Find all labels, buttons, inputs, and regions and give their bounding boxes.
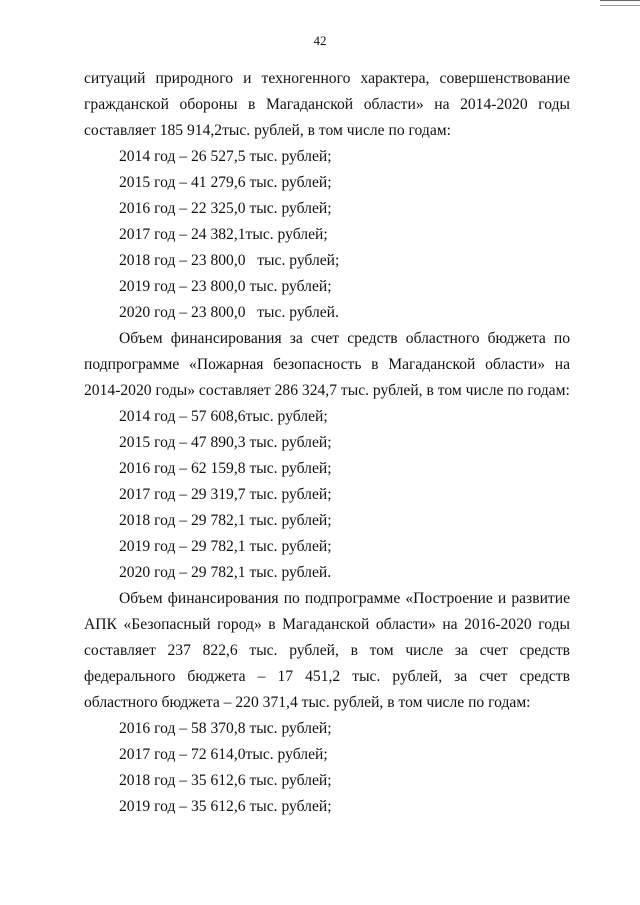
list-item: 2016 год – 58 370,8 тыс. рублей;	[119, 720, 332, 737]
list-item: 2019 год – 35 612,6 тыс. рублей;	[119, 798, 332, 815]
document-body	[84, 66, 570, 820]
paragraph-civil-defense: ситуаций природного и техногенного характера, совершенствование гражданской обороны в Магаданской области» на 2014-2020 годы составляет 185 914,2тыс. рублей, в том числе по годам:	[84, 70, 570, 139]
list-item: 2018 год – 23 800,0 тыс. рублей;	[119, 252, 340, 269]
list-item: 2016 год – 62 159,8 тыс. рублей;	[119, 460, 332, 477]
funding-by-year-list-1	[84, 144, 570, 326]
funding-by-year-list-3	[84, 716, 570, 820]
list-item: 2018 год – 35 612,6 тыс. рублей;	[119, 772, 332, 789]
list-item: 2014 год – 26 527,5 тыс. рублей;	[119, 148, 332, 165]
list-item: 2017 год – 24 382,1тыс. рублей;	[119, 226, 328, 243]
list-item: 2018 год – 29 782,1 тыс. рублей;	[119, 512, 332, 529]
scan-edge-mark	[600, 0, 640, 6]
list-item: 2019 год – 23 800,0 тыс. рублей;	[119, 278, 332, 295]
list-item: 2015 год – 41 279,6 тыс. рублей;	[119, 174, 332, 191]
page-number: 42	[313, 33, 327, 48]
list-item: 2015 год – 47 890,3 тыс. рублей;	[119, 434, 332, 451]
list-item: 2020 год – 29 782,1 тыс. рублей.	[119, 564, 332, 581]
list-item: 2019 год – 29 782,1 тыс. рублей;	[119, 538, 332, 555]
paragraph-fire-safety: Объем финансирования за счет средств областного бюджета по подпрограмме «Пожарная безопасность в Магаданской области» на 2014-2020 годы» составляет 286 324,7 тыс. рублей, в том числе по годам:	[84, 330, 570, 399]
list-item: 2017 год – 29 319,7 тыс. рублей;	[119, 486, 332, 503]
list-item: 2016 год – 22 325,0 тыс. рублей;	[119, 200, 332, 217]
list-item: 2020 год – 23 800,0 тыс. рублей.	[119, 304, 339, 321]
list-item: 2014 год – 57 608,6тыс. рублей;	[119, 408, 328, 425]
funding-by-year-list-2	[84, 404, 570, 586]
list-item: 2017 год – 72 614,0тыс. рублей;	[119, 746, 328, 763]
paragraph-safe-city: Объем финансирования по подпрограмме «Построение и развитие АПК «Безопасный город» в Магаданской области» на 2016-2020 годы составляет 237 822,6 тыс. рублей, в том числе за счет средств федерального бюджета – 17 451,2 тыс. рублей, за счет средств областного бюджета – 220 371,4 тыс. рублей, в том числе по годам:	[84, 590, 570, 711]
